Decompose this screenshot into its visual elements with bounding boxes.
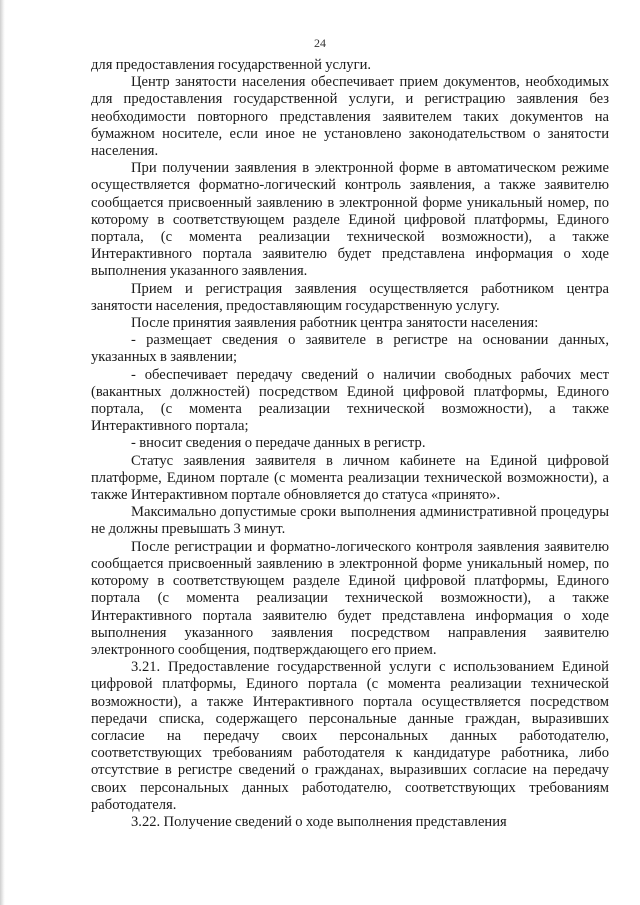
paragraph: Максимально допустимые сроки выполнения административной процедуры не должны превышать 3 минут. xyxy=(91,504,609,538)
paragraph: Статус заявления заявителя в личном кабинете на Единой цифровой платформе, Едином портале (с момента реализации технической возможности), а также Интерактивном портале обновляется до статуса «принято». xyxy=(91,452,609,504)
paragraph: После регистрации и форматно-логического контроля заявления заявителю сообщается присвоенный заявлению в электронной форме уникальный номер, по которому в соответствующем разделе Единой цифровой платформы, Единого портала (с момента реализации технической возможности), а также Интерактивного портала заявителю будет представлена информация о ходе выполнения указанного заявления посредством направления заявителю электронного сообщения, подтверждающего его прием. xyxy=(91,538,609,658)
list-item: - обеспечивает передачу сведений о наличии свободных рабочих мест (вакантных должностей) посредством Единой цифровой платформы, Единого портала, (с момента реализации технической возможности), а также Интерактивного портала; xyxy=(91,366,609,435)
paragraph: При получении заявления в электронной форме в автоматическом режиме осуществляется форматно-логический контроль заявления, а также заявителю сообщается присвоенный заявлению в электронной форме уникальный номер, по которому в соответствующем разделе Единой цифровой платформы, Единого портала, (с момента реализации технической возможности), а также Интерактивного портала заявителю будет представлена информация о ходе выполнения указанного заявления. xyxy=(91,160,609,280)
paragraph: После принятия заявления работник центра занятости населения: xyxy=(131,315,539,332)
scan-shadow-edge xyxy=(0,0,5,905)
paragraph: Центр занятости населения обеспечивает прием документов, необходимых для предоставления государственной услуги, и регистрацию заявления без необходимости повторного представления заявителем таких документов на бумажном носителе, если иное не установлено законодательством о занятости населения. xyxy=(91,74,609,160)
section-3-21: 3.21. Предоставление государственной услуги с использованием Единой цифровой платформы, Единого портала (с момента реализации технической возможности), а также Интерактивного портала осуществляется посредством передачи списка, содержащего персональные данные граждан, выразивших согласие на передачу своих персональных данных работодателю, соответствующих требованиям работодателя к кандидатуре работника, либо отсутствие в регистре сведений о гражданах, выразивших согласие на передачу своих персональных данных работодателю, соответствующих требованиям работодателя. xyxy=(91,659,609,813)
list-item: - вносит сведения о передаче данных в регистр. xyxy=(131,435,426,452)
page-number: 24 xyxy=(314,36,326,50)
paragraph: Прием и регистрация заявления осуществляется работником центра занятости населения, предоставляющим государственную услугу. xyxy=(91,280,609,314)
document-body xyxy=(91,57,609,831)
paragraph: для предоставления государственной услуги. xyxy=(91,57,372,73)
list-item: - размещает сведения о заявителе в регистре на основании данных, указанных в заявлении; xyxy=(91,332,609,366)
section-3-22: 3.22. Получение сведений о ходе выполнения представления xyxy=(131,813,507,830)
